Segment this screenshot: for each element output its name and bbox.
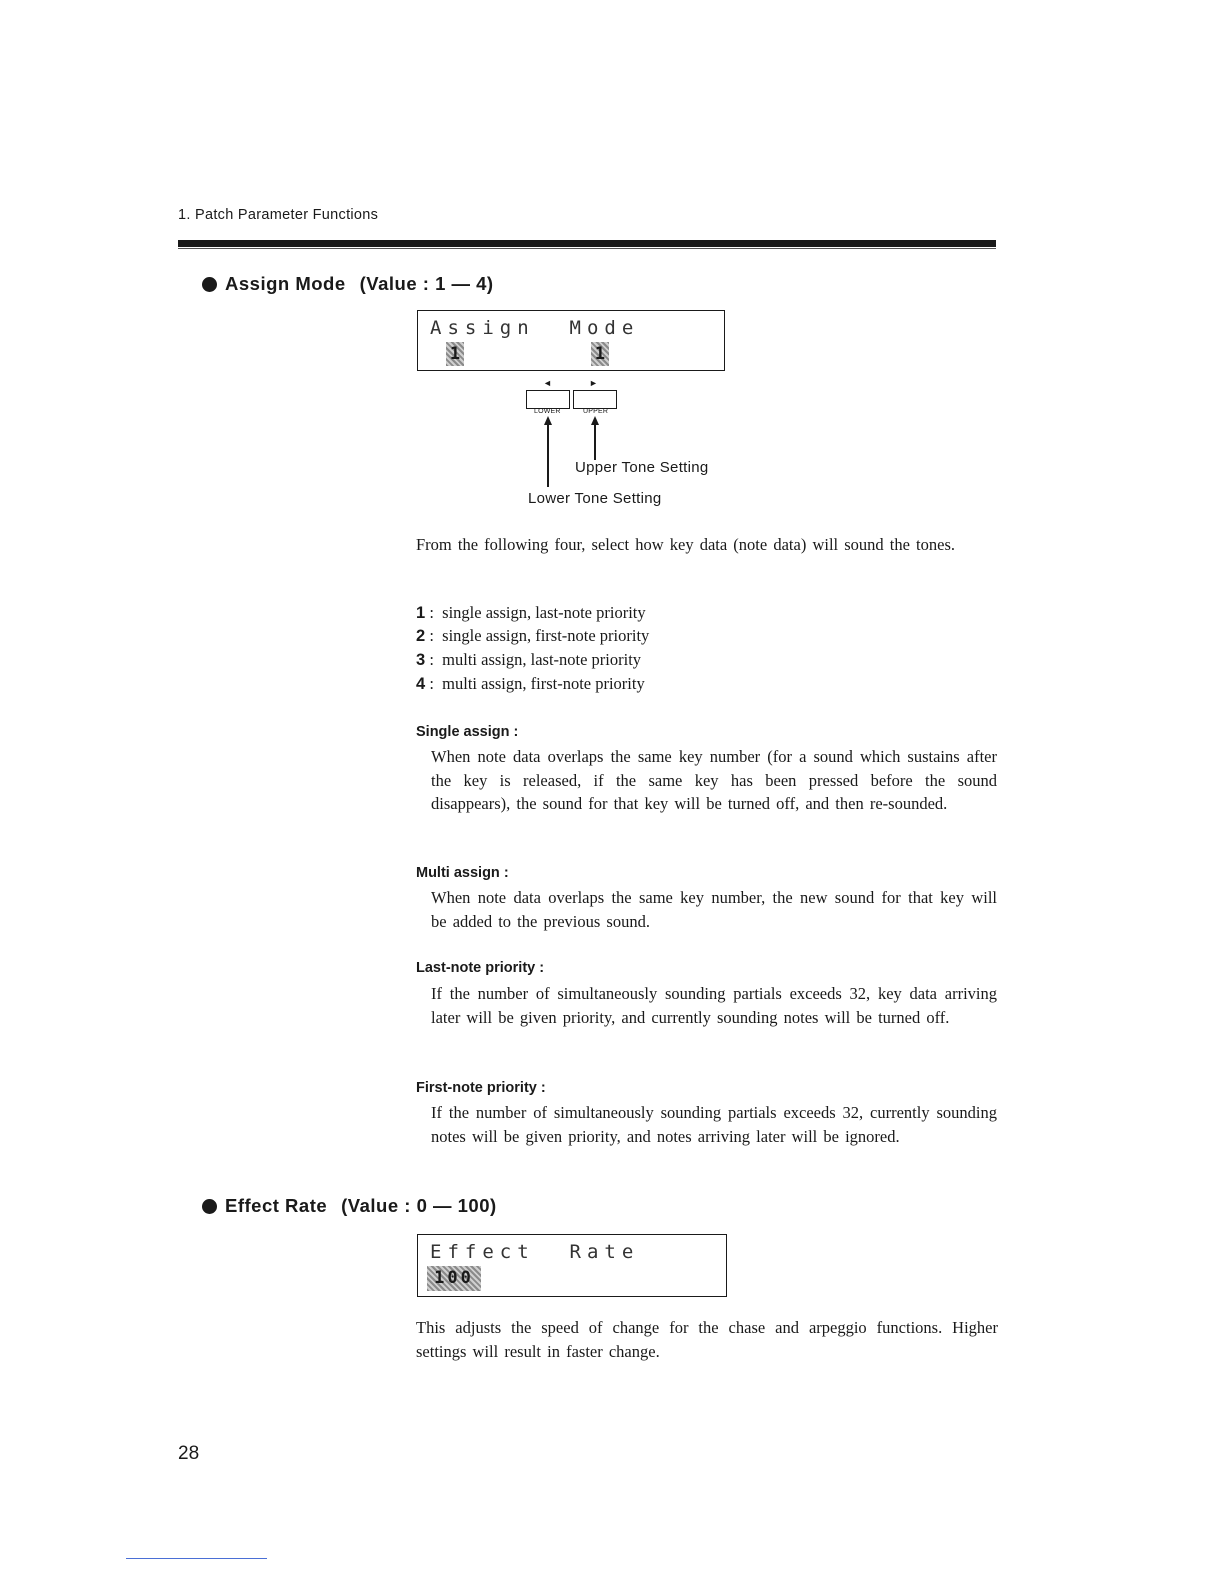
footer-line <box>126 1558 267 1559</box>
single-assign-body: When note data overlaps the same key number (for a sound which sustains after the key is released, if the same key has been pressed before the sound disappears), the sound for that key will be turned off, and then re-sounded. <box>431 747 997 813</box>
lower-tone-callout: Lower Tone Setting <box>528 490 662 507</box>
first-note-priority-body: If the number of simultaneously sounding partials exceeds 32, currently sounding notes will be given priority, and notes arriving later will be ignored. <box>431 1103 997 1146</box>
assign-mode-title: Assign Mode <box>225 273 346 294</box>
effect-rate-range: (Value : 0 — 100) <box>341 1195 497 1216</box>
upper-leader-line <box>594 424 596 460</box>
effect-rate-heading <box>202 1195 497 1217</box>
lower-button-label: LOWER <box>534 408 561 415</box>
lcd-effect-value: 100 <box>427 1266 481 1291</box>
option-separator: : <box>425 674 434 693</box>
effect-rate-title: Effect Rate <box>225 1195 328 1216</box>
option-text: multi assign, first-note priority <box>442 674 645 693</box>
lcd-line-1: Effect Rate <box>430 1241 640 1263</box>
upper-button[interactable] <box>573 390 617 409</box>
option-separator: : <box>425 626 434 645</box>
upper-button-label: UPPER <box>583 408 609 415</box>
lcd-lower-value: 1 <box>446 342 464 366</box>
lcd-upper-value: 1 <box>591 342 609 366</box>
lower-leader-line <box>547 424 549 487</box>
lcd-line-1: Assign Mode <box>430 317 640 339</box>
last-note-priority-body: If the number of simultaneously sounding partials exceeds 32, key data arriving later will be given priority, and currently sounding notes will be turned off. <box>431 984 997 1027</box>
multi-assign-title: Multi assign : <box>416 865 509 881</box>
option-text: single assign, first-note priority <box>442 626 650 645</box>
left-arrow-icon: ◄ <box>543 378 552 388</box>
right-arrow-icon: ► <box>589 378 598 388</box>
assign-mode-intro: From the following four, select how key data (note data) will sound the tones. <box>416 535 956 554</box>
option-separator: : <box>425 603 434 622</box>
bullet-icon <box>202 1199 217 1214</box>
effect-rate-description: This adjusts the speed of change for the chase and arpeggio functions. Higher settings will result in faster change. <box>416 1318 998 1361</box>
header-rule <box>178 240 996 247</box>
option-number: 4 <box>416 675 426 693</box>
option-3 <box>416 650 641 670</box>
lower-button[interactable] <box>526 390 570 409</box>
assign-mode-range: (Value : 1 — 4) <box>359 273 494 294</box>
option-separator: : <box>425 650 434 669</box>
option-text: multi assign, last-note priority <box>442 650 642 669</box>
first-note-priority-title: First-note priority : <box>416 1080 546 1096</box>
assign-mode-lcd <box>417 310 725 371</box>
bullet-icon <box>202 277 217 292</box>
single-assign-title: Single assign : <box>416 724 519 740</box>
option-4 <box>416 674 645 694</box>
upper-tone-callout: Upper Tone Setting <box>575 459 709 476</box>
effect-rate-lcd <box>417 1234 727 1297</box>
option-1 <box>416 603 646 623</box>
last-note-priority-title: Last-note priority : <box>416 960 545 976</box>
option-2 <box>416 626 649 646</box>
option-number: 3 <box>416 651 426 669</box>
option-number: 1 <box>416 604 426 622</box>
option-number: 2 <box>416 627 426 645</box>
option-text: single assign, last-note priority <box>442 603 646 622</box>
assign-mode-heading <box>202 273 494 295</box>
running-head: 1. Patch Parameter Functions <box>178 207 379 223</box>
page-number: 28 <box>178 1443 200 1464</box>
multi-assign-body: When note data overlaps the same key number, the new sound for that key will be added to the previous sound. <box>431 888 997 931</box>
